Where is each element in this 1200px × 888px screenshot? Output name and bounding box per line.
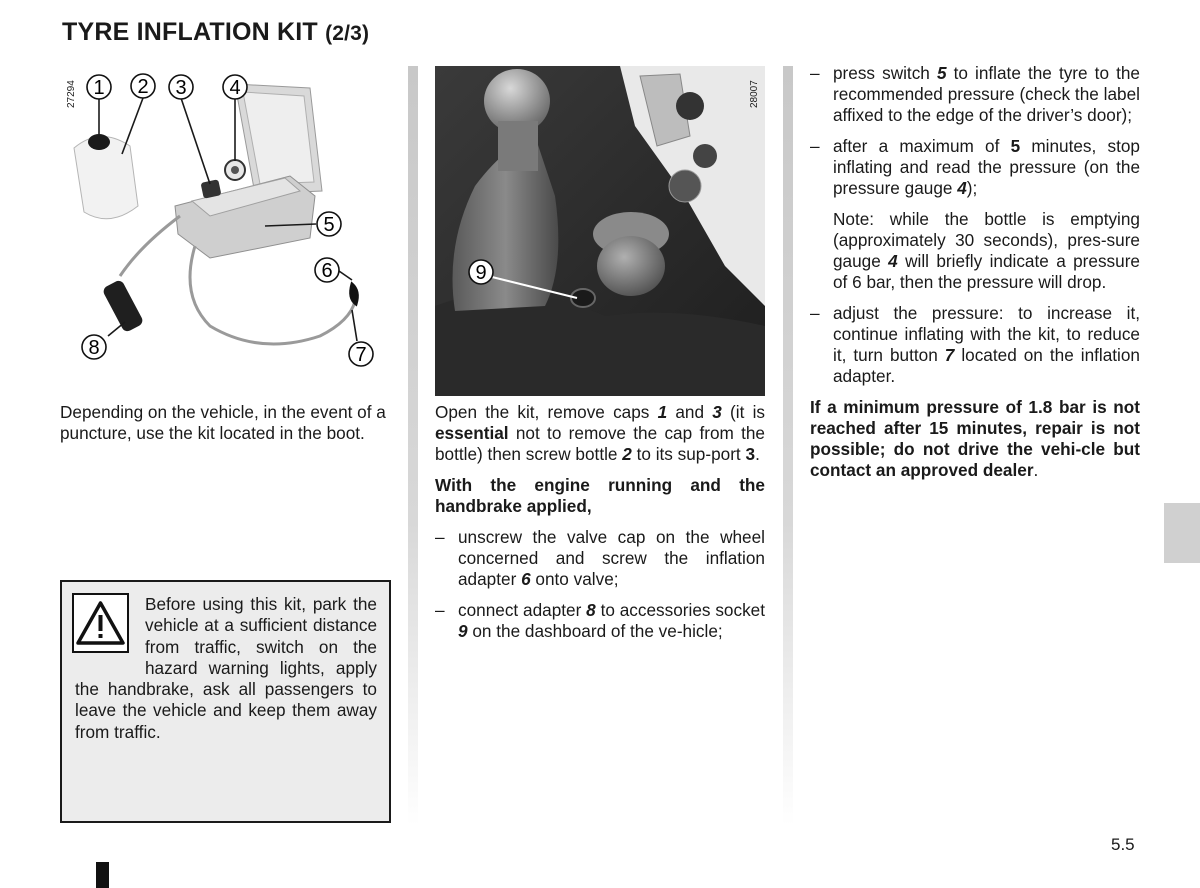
callout-4: [223, 75, 247, 99]
svg-text:6: 6: [321, 260, 333, 282]
svg-text:9: 9: [475, 262, 487, 284]
open-kit-paragraph: Open the kit, remove caps 1 and 3 (it is essential not to remove the cap from the bottle) then screw bottle 2 to its sup-port 3.: [435, 402, 765, 464]
callout-2: [131, 74, 155, 98]
svg-text:2: 2: [137, 76, 149, 98]
callout-5: [317, 212, 341, 236]
callout-9: [469, 260, 493, 284]
sealant-bottle: [74, 134, 138, 219]
column-1: [60, 402, 391, 454]
svg-text:4: 4: [229, 77, 241, 99]
step-stop-inflating: – after a maximum of 5 minutes, stop inflating and read the pressure (on the pressure gauge 4);: [810, 136, 1140, 199]
column-2: [435, 402, 765, 652]
section-tab: [1164, 503, 1200, 563]
pressure-note: Note: while the bottle is emptying (approximately 30 seconds), pres-sure gauge 4 will briefly indicate a pressure of 6 bar, then the pressure will drop.: [833, 209, 1140, 292]
warning-text-block: [75, 594, 377, 743]
callout-6: [315, 258, 339, 282]
corner-mark: [96, 862, 109, 888]
svg-text:5: 5: [323, 214, 335, 236]
intro-paragraph: Depending on the vehicle, in the event of a puncture, use the kit located in the boot.: [60, 402, 386, 443]
engine-running-note: With the engine running and the handbrake applied,: [435, 475, 765, 516]
svg-text:7: 7: [355, 344, 367, 366]
svg-text:3: 3: [175, 77, 187, 99]
callout-1: [87, 75, 111, 99]
step-connect-adapter: – connect adapter 8 to accessories socket 9 on the dashboard of the ve-hicle;: [435, 600, 765, 642]
title-text: TYRE INFLATION KIT: [62, 18, 318, 46]
figure2-code: 28007: [749, 80, 760, 108]
minimum-pressure-warning: If a minimum pressure of 1.8 bar is not reached after 15 minutes, repair is not possible; do not drive the vehi-cle but contact an approved dealer.: [810, 397, 1140, 480]
figure1-code: 27294: [66, 80, 77, 108]
column-3: [810, 63, 1140, 491]
inflation-kit-figure: [60, 66, 390, 396]
column-separator-1: [408, 66, 418, 826]
callout-8: [82, 335, 106, 359]
inflation-adapter: [351, 284, 358, 304]
callout-3: [169, 75, 193, 99]
callout-7: [349, 342, 373, 366]
warning-text: Before using this kit, park the vehicle at a sufficient distance from traffic, switch on the hazard warning lights, apply the handbrake, ask all passengers to leave the vehicle and keep them away from traffic.: [75, 594, 377, 742]
title-suffix: (2/3): [325, 22, 370, 45]
column-separator-2: [783, 66, 793, 826]
svg-text:1: 1: [93, 77, 105, 99]
step-adjust-pressure: – adjust the pressure: to increase it, continue inflating with the kit, to reduce it, turn button 7 located on the inflation adapter.: [810, 303, 1140, 387]
step-press-switch: – press switch 5 to inflate the tyre to the recommended pressure (check the label affixed to the edge of the driver’s door);: [810, 63, 1140, 126]
dashboard-photo: [435, 66, 765, 396]
page-title: [62, 18, 369, 47]
step-valve-cap: – unscrew the valve cap on the wheel concerned and screw the inflation adapter 6 onto valve;: [435, 527, 765, 590]
page-number: 5.5: [1111, 835, 1135, 854]
warning-box: [60, 580, 391, 823]
svg-text:8: 8: [88, 337, 100, 359]
